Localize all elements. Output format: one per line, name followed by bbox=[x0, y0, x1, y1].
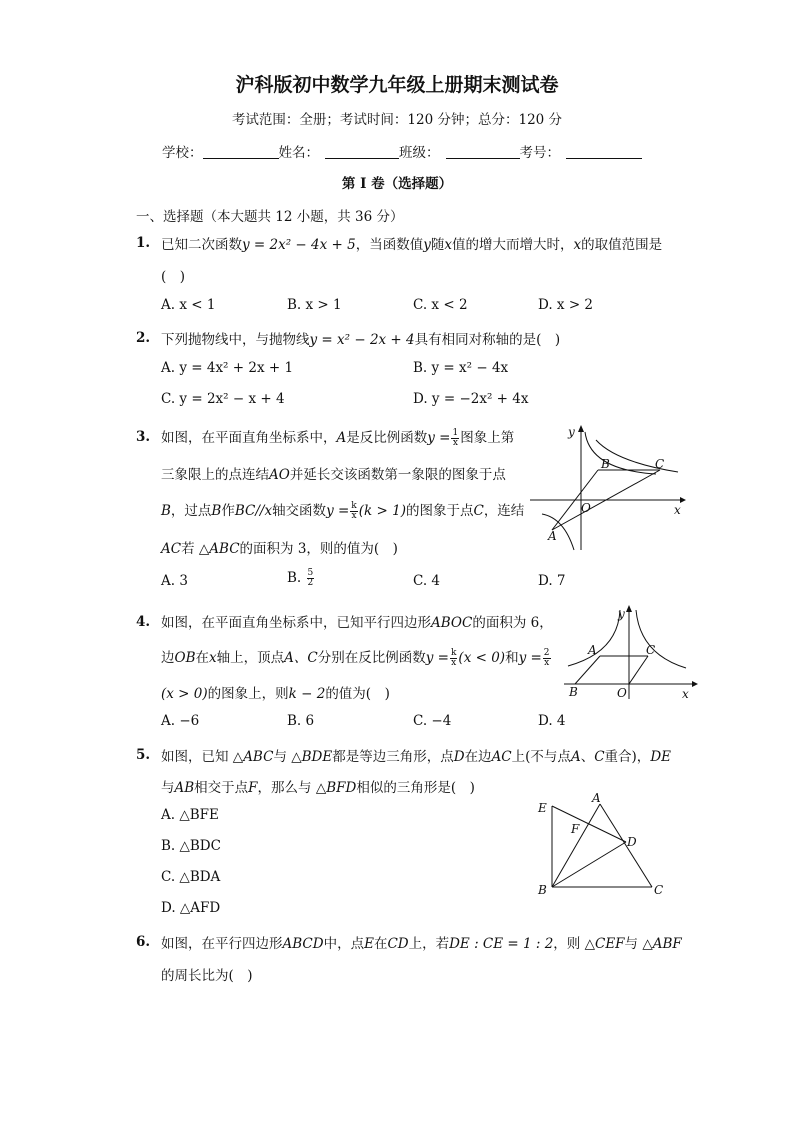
q4-option-c[interactable]: C. −4 bbox=[413, 713, 452, 729]
q5-text: 相交于点 bbox=[194, 780, 249, 796]
q6-text: 与 △ bbox=[624, 936, 653, 952]
q3-y-eq: y = bbox=[427, 430, 451, 446]
q5-point-a: A bbox=[570, 749, 581, 765]
q2-option-b[interactable]: B. y = x² − 4x bbox=[413, 360, 509, 376]
class-blank[interactable] bbox=[446, 144, 520, 159]
q5-fig-label-c: C bbox=[654, 883, 664, 897]
arrow-icon bbox=[680, 497, 686, 503]
q4-text: 的面积为 6， bbox=[472, 615, 553, 631]
q3-curve-1-third-quadrant bbox=[542, 514, 574, 550]
q2-number: 2. bbox=[136, 330, 151, 346]
q5-side-ab: AB bbox=[174, 780, 195, 796]
q5-option-a[interactable]: A. △BFE bbox=[161, 807, 219, 823]
q5-fig-label-d: D bbox=[627, 835, 637, 849]
q1-var-y: y bbox=[423, 237, 431, 253]
q1-answer-paren: ( ) bbox=[161, 269, 186, 285]
frac-den: 2 bbox=[307, 578, 314, 588]
q4-text: 如图，在平面直角坐标系中，已知平行四边形 bbox=[161, 615, 431, 631]
q5-line1 bbox=[161, 745, 671, 765]
q4-fig-label-b: B bbox=[569, 685, 578, 699]
q6-ratio: DE : CE = 1 : 2 bbox=[449, 936, 554, 952]
q4-side-ba bbox=[575, 656, 600, 684]
frac-den: x bbox=[544, 658, 550, 668]
q1-stem-text: 已知二次函数 bbox=[161, 237, 242, 253]
exam-title: 沪科版初中数学九年级上册期末测试卷 bbox=[235, 74, 559, 96]
q1-formula: y = 2x² − 4x + 5 bbox=[242, 237, 356, 253]
q5-text: 、 bbox=[580, 749, 595, 765]
q5-fig-label-a: A bbox=[592, 791, 601, 805]
q6-text: 如图，在平行四边形 bbox=[161, 936, 283, 952]
q1-option-c[interactable]: C. x < 2 bbox=[413, 297, 468, 313]
q5-triangle-abc: ABC bbox=[243, 749, 274, 765]
q1-stem-text: ，当函数值 bbox=[355, 237, 424, 253]
q1-var-x: x bbox=[573, 237, 582, 253]
q4-text: 和 bbox=[505, 650, 519, 666]
q3-triangle-abc: ABC bbox=[209, 541, 240, 557]
q3-option-a[interactable]: A. 3 bbox=[161, 573, 188, 589]
student-info-line bbox=[162, 141, 642, 161]
q2-stem bbox=[161, 328, 560, 348]
q4-text: 分别在反比例函数 bbox=[317, 650, 426, 666]
frac-num: k bbox=[351, 501, 357, 511]
q4-curve-k bbox=[568, 610, 620, 666]
arrow-icon bbox=[578, 425, 584, 432]
q1-stem-text: 随 bbox=[430, 237, 445, 253]
q5-triangle-bfd: BFD bbox=[326, 780, 357, 796]
q4-condition: (x < 0) bbox=[458, 650, 506, 666]
q3-fig-label-x: x bbox=[674, 503, 681, 517]
q5-triangle-bde: BDE bbox=[301, 749, 333, 765]
frac-num: k bbox=[450, 648, 457, 658]
q4-side-oc bbox=[629, 656, 648, 684]
q3-point-c: C bbox=[473, 503, 484, 519]
q3-text: 若 △ bbox=[181, 541, 210, 557]
q4-option-d[interactable]: D. 4 bbox=[538, 713, 566, 729]
q1-var-x: x bbox=[444, 237, 452, 253]
q6-point-e: E bbox=[364, 936, 374, 952]
q6-text: 上，若 bbox=[408, 936, 450, 952]
q1-option-a[interactable]: A. x < 1 bbox=[161, 297, 216, 313]
q4-fig-label-a: A bbox=[588, 643, 597, 657]
q4-figure bbox=[562, 604, 702, 700]
q3-fraction-k-over-x bbox=[350, 502, 357, 521]
q3-number: 3. bbox=[136, 429, 151, 445]
q3-text: 并延长交该函数第一象限的图象于点 bbox=[289, 467, 506, 483]
volume-heading: 第 I 卷（选择题） bbox=[341, 176, 453, 192]
q4-fig-label-o: O bbox=[617, 686, 627, 700]
q3-text: 的面积为 3，则的值为( ) bbox=[239, 541, 398, 557]
q3-point-b: B bbox=[161, 503, 171, 519]
q5-side-ed bbox=[552, 806, 626, 842]
q6-side-cd: CD bbox=[387, 936, 409, 952]
q4-fraction-2-over-x bbox=[543, 649, 551, 668]
q5-point-f: F bbox=[248, 780, 258, 796]
q1-option-b[interactable]: B. x > 1 bbox=[287, 297, 342, 313]
q4-number: 4. bbox=[136, 614, 151, 630]
q3-line4 bbox=[161, 537, 398, 557]
q4-text: 轴上，顶点 bbox=[216, 650, 285, 666]
q4-fig-label-x: x bbox=[682, 687, 689, 701]
q6-triangle-cef: CEF bbox=[594, 936, 625, 952]
q4-text: 的图象上，则 bbox=[207, 686, 289, 702]
q3-fig-label-o: O bbox=[581, 501, 591, 515]
frac-den: x bbox=[451, 658, 457, 668]
q4-points-ac: A、C bbox=[284, 650, 318, 666]
q4-y-eq: y = bbox=[518, 650, 542, 666]
q4-text: 的值为( ) bbox=[325, 686, 390, 702]
q6-text: ，则 △ bbox=[553, 936, 595, 952]
q5-option-b[interactable]: B. △BDC bbox=[161, 838, 221, 854]
q5-fig-label-f: F bbox=[571, 822, 580, 836]
q3-text: 的图象于点 bbox=[405, 503, 474, 519]
q3-fig-label-b: B bbox=[601, 457, 610, 471]
q5-line2 bbox=[161, 776, 475, 796]
q3-option-b[interactable] bbox=[287, 569, 315, 588]
q3-option-b-fraction bbox=[307, 569, 315, 588]
q4-condition: (x > 0) bbox=[161, 686, 208, 702]
q5-side-ba bbox=[552, 804, 600, 887]
q5-point-d: D bbox=[453, 749, 465, 765]
q5-figure bbox=[534, 792, 674, 900]
frac-num: 2 bbox=[543, 648, 550, 658]
frac-den: x bbox=[351, 511, 357, 521]
q6-parallelogram: ABCD bbox=[282, 936, 324, 952]
q3-bc-parallel: BC//x bbox=[234, 503, 273, 519]
q3-text: ，过点 bbox=[170, 503, 212, 519]
q4-fig-label-y: y bbox=[618, 607, 625, 621]
exam-no-blank[interactable] bbox=[566, 144, 642, 159]
q3-fraction-1-over-x bbox=[451, 429, 459, 448]
frac-den: x bbox=[452, 438, 458, 448]
q3-line2 bbox=[161, 463, 506, 483]
q3-y-eq: y = bbox=[326, 503, 350, 519]
frac-num: 1 bbox=[452, 428, 459, 438]
q6-triangle-abf: ABF bbox=[652, 936, 682, 952]
exam-scope-line: 考试范围：全册；考试时间：120 分钟；总分：120 分 bbox=[231, 112, 563, 128]
q1-stem bbox=[161, 233, 662, 253]
q3-text: 三象限上的点连结 bbox=[161, 467, 269, 483]
school-label: 学校： bbox=[162, 145, 203, 161]
q2-stem-text: 具有相同对称轴的是( ) bbox=[414, 332, 561, 348]
q4-parallelogram: ABOC bbox=[431, 615, 473, 631]
q6-line1 bbox=[161, 932, 682, 952]
school-blank[interactable] bbox=[203, 144, 279, 159]
q3-option-d[interactable]: D. 7 bbox=[538, 573, 566, 589]
q6-text: 在 bbox=[373, 936, 388, 952]
q4-text: 在 bbox=[195, 650, 209, 666]
q5-text: 与 bbox=[161, 780, 175, 796]
frac-num: 5 bbox=[307, 568, 314, 578]
q4-line1 bbox=[161, 611, 553, 631]
q5-point-c: C bbox=[594, 749, 605, 765]
q1-option-d[interactable]: D. x > 2 bbox=[538, 297, 594, 313]
class-label: 班级： bbox=[399, 145, 440, 161]
q5-option-d[interactable]: D. △AFD bbox=[161, 900, 221, 916]
q3-line1 bbox=[161, 426, 514, 448]
arrow-icon bbox=[626, 605, 632, 612]
q3-seg-ao: AO bbox=[269, 467, 290, 483]
q3-text: 图象上第 bbox=[460, 430, 515, 446]
q3-option-c[interactable]: C. 4 bbox=[413, 573, 441, 589]
q5-side-de: DE bbox=[650, 749, 671, 765]
q5-text: 上(不与点 bbox=[511, 749, 571, 765]
q4-side-ob: OB bbox=[174, 650, 196, 666]
q4-option-a[interactable]: A. −6 bbox=[161, 713, 200, 729]
q5-text: 在边 bbox=[464, 749, 492, 765]
q4-line3 bbox=[161, 682, 390, 702]
q5-text: 重合)， bbox=[604, 749, 651, 765]
q5-option-c[interactable]: C. △BDA bbox=[161, 869, 221, 885]
q5-side-bd bbox=[552, 842, 626, 887]
q1-stem-text: 的取值范围是 bbox=[581, 237, 663, 253]
q1-number: 1. bbox=[136, 235, 151, 251]
q3-point-a: A bbox=[336, 430, 347, 446]
q4-fraction-k-over-x bbox=[450, 649, 457, 668]
q6-number: 6. bbox=[136, 934, 151, 950]
q4-y-eq: y = bbox=[425, 650, 449, 666]
q3-text: ，连结 bbox=[483, 503, 525, 519]
q1-stem-text: 值的增大而增大时， bbox=[451, 237, 574, 253]
q5-text: 如图，已知 △ bbox=[161, 749, 244, 765]
q3-option-b-label: B. bbox=[287, 570, 302, 586]
q3-condition: (k > 1) bbox=[358, 503, 406, 519]
q3-seg-ac: AC bbox=[161, 541, 182, 557]
q2-formula: y = x² − 2x + 4 bbox=[309, 332, 415, 348]
q2-stem-text: 下列抛物线中，与抛物线 bbox=[161, 332, 310, 348]
q4-fig-label-c: C bbox=[646, 643, 656, 657]
q3-text: 作 bbox=[221, 503, 235, 519]
q5-text: 相似的三角形是( ) bbox=[356, 780, 475, 796]
q3-text: 是反比例函数 bbox=[346, 430, 428, 446]
q6-line2: 的周长比为( ) bbox=[161, 968, 253, 984]
q5-fig-label-b: B bbox=[538, 883, 547, 897]
q3-fig-label-c: C bbox=[655, 457, 665, 471]
q3-text: 轴交函数 bbox=[272, 503, 327, 519]
q5-side-ac bbox=[600, 804, 652, 887]
q5-fig-label-e: E bbox=[538, 801, 547, 815]
q3-figure bbox=[528, 422, 688, 552]
q5-text: 与 △ bbox=[273, 749, 302, 765]
section-heading: 一、选择题（本大题共 12 小题，共 36 分） bbox=[136, 209, 404, 225]
q3-line3 bbox=[161, 499, 524, 521]
q3-text: 如图，在平面直角坐标系中， bbox=[161, 430, 337, 446]
q4-k-minus-2: k − 2 bbox=[288, 686, 326, 702]
q3-curve-1-first-quadrant bbox=[585, 432, 656, 474]
q4-curve-2 bbox=[636, 610, 686, 668]
name-label: 姓名： bbox=[278, 145, 319, 161]
q2-option-c[interactable]: C. y = 2x² − x + 4 bbox=[161, 391, 285, 407]
q3-fig-label-a: A bbox=[548, 529, 557, 543]
q6-text: 中，点 bbox=[323, 936, 365, 952]
q2-option-a[interactable]: A. y = 4x² + 2x + 1 bbox=[161, 360, 294, 376]
q4-text: 边 bbox=[161, 650, 175, 666]
q4-var-x: x bbox=[209, 650, 217, 666]
arrow-icon bbox=[692, 681, 698, 687]
q5-side-ac: AC bbox=[491, 749, 512, 765]
exam-no-label: 考号： bbox=[519, 145, 560, 161]
q3-fig-label-y: y bbox=[568, 425, 575, 439]
q5-number: 5. bbox=[136, 747, 151, 763]
q5-text: 都是等边三角形，点 bbox=[332, 749, 454, 765]
name-blank[interactable] bbox=[325, 144, 399, 159]
q3-point-b: B bbox=[211, 503, 222, 519]
q2-option-d[interactable]: D. y = −2x² + 4x bbox=[413, 391, 529, 407]
q4-option-b[interactable]: B. 6 bbox=[287, 713, 315, 729]
q5-text: ，那么与 △ bbox=[257, 780, 327, 796]
q4-line2 bbox=[161, 646, 552, 668]
